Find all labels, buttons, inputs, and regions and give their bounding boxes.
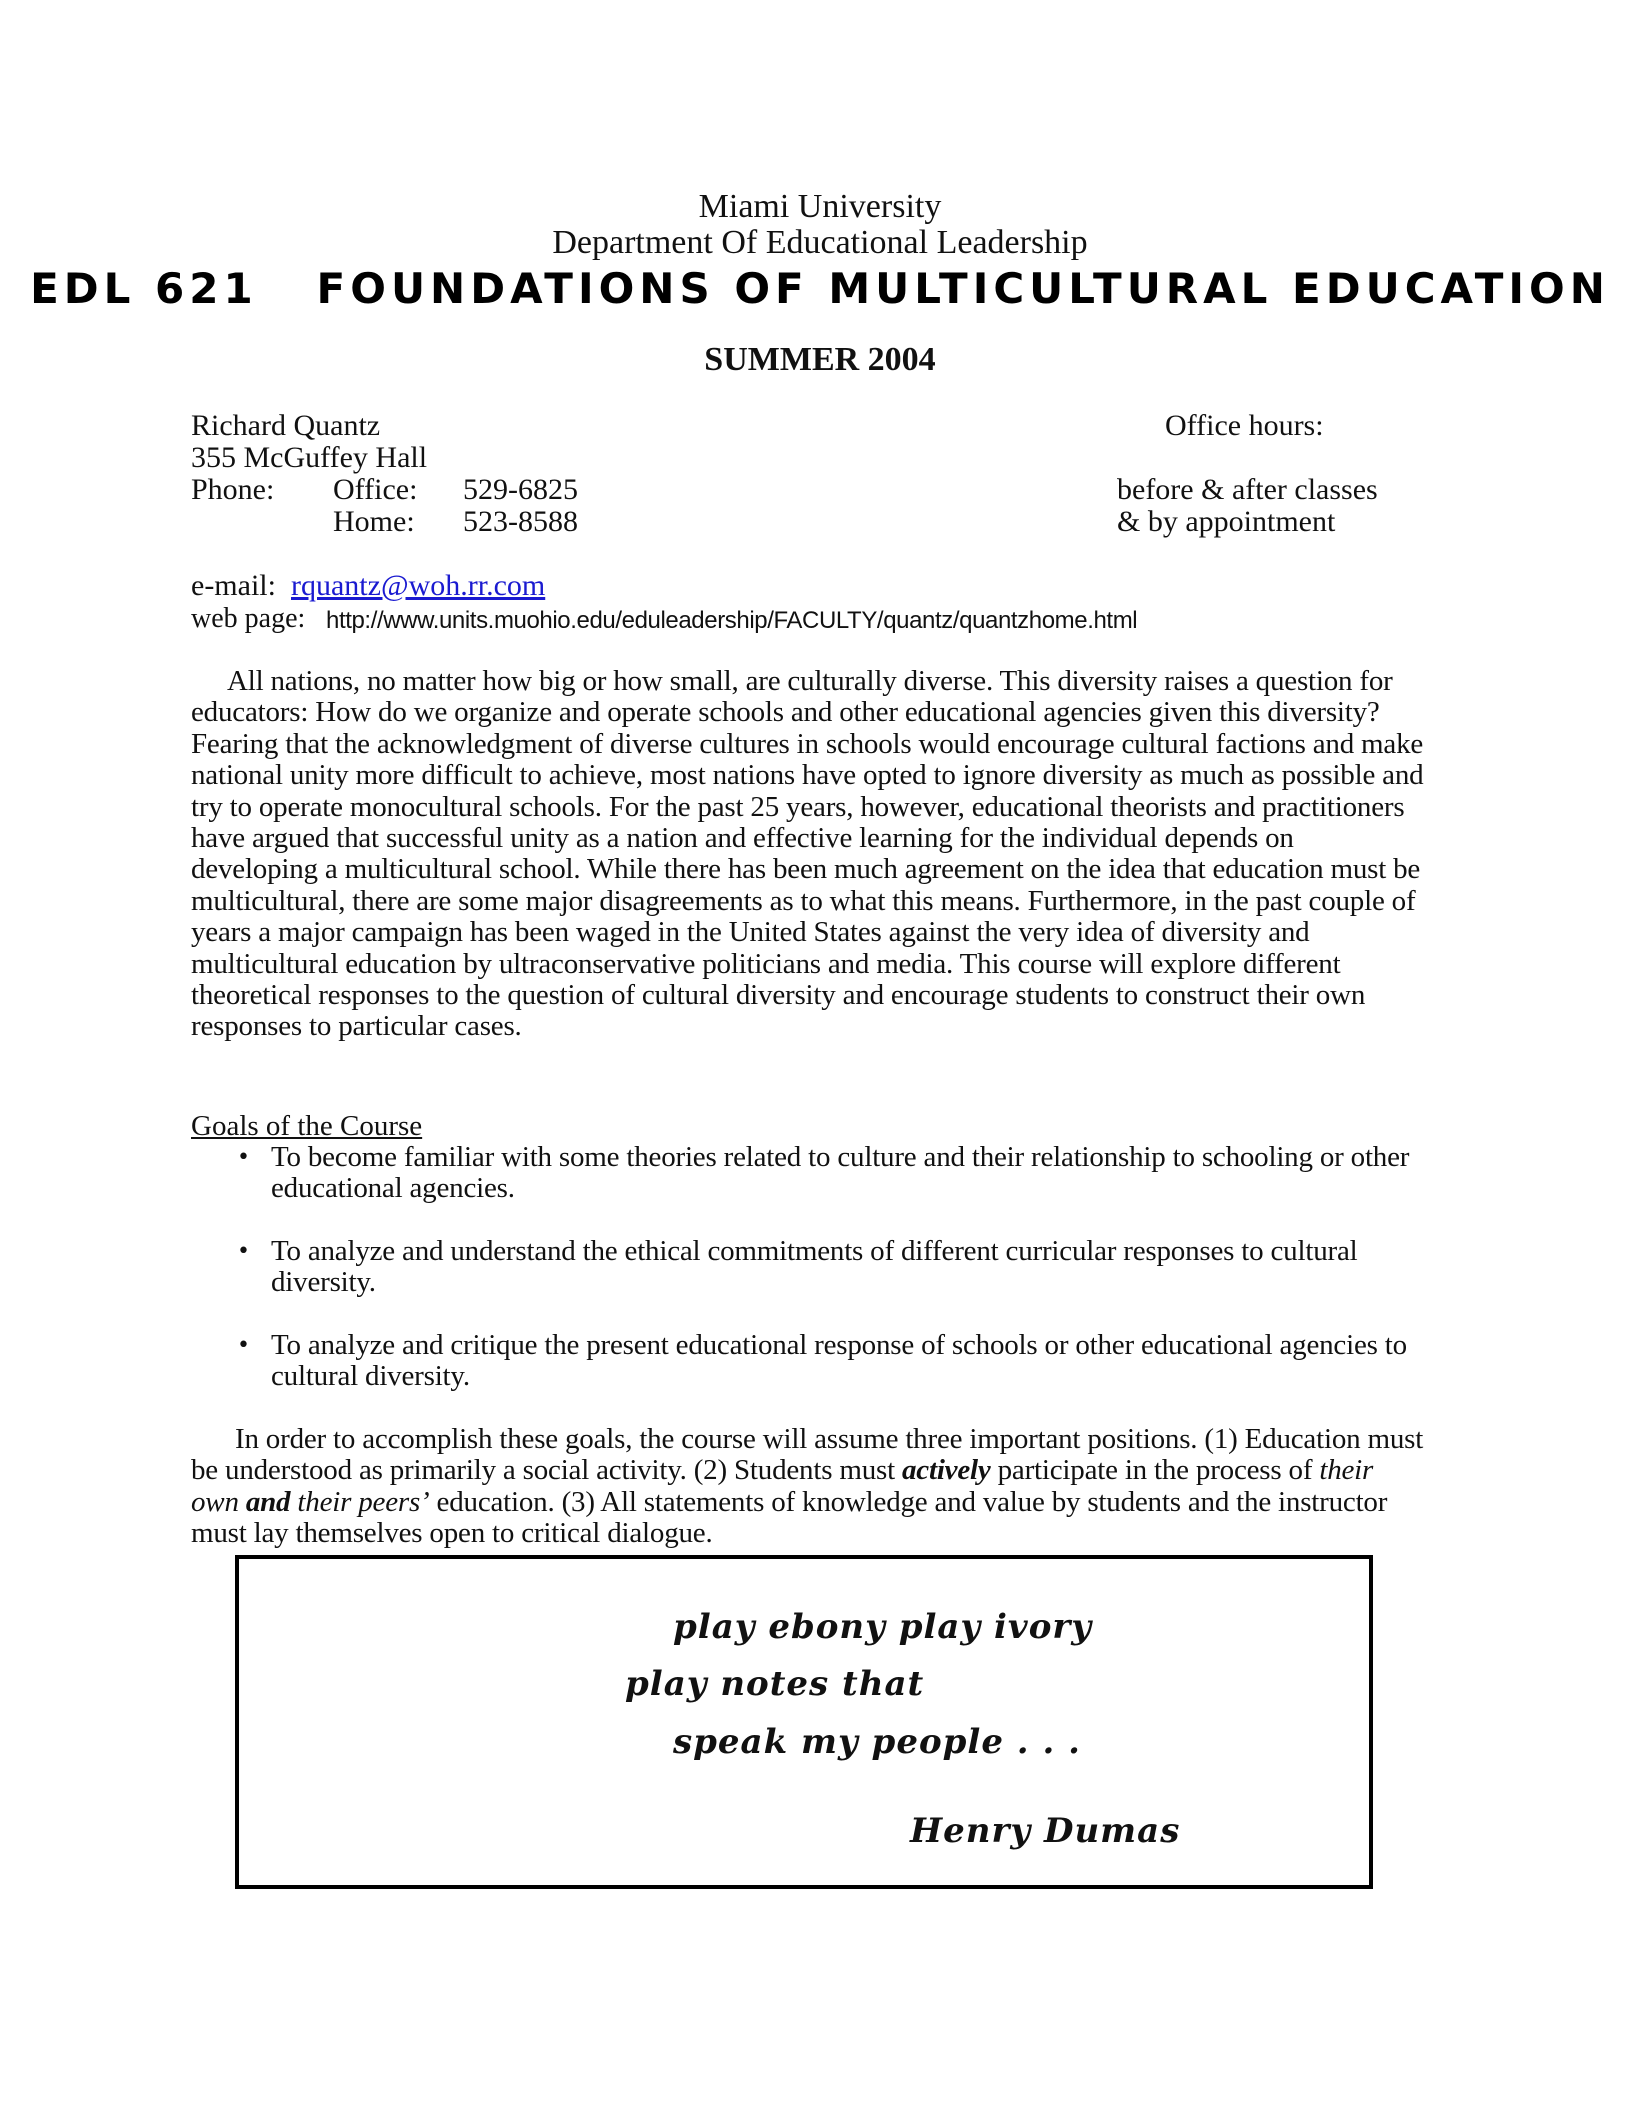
department-name: Department Of Educational Leadership: [552, 224, 1088, 261]
bullet-icon: •: [237, 1239, 250, 1264]
goals-heading: Goals of the Course: [191, 1110, 423, 1142]
office-hours-line-2: & by appointment: [1117, 505, 1336, 538]
office-hours-line-1: before & after classes: [1117, 473, 1378, 506]
bullet-icon: •: [237, 1145, 250, 1170]
positions-text-1: In order to accomplish these goals, the course will assume three important positions. (1) Education must be understood as primarily a social activity. (2) Students must: [191, 1423, 1424, 1487]
bullet-icon: •: [237, 1333, 250, 1358]
quote-line-3: speak my people . . .: [673, 1722, 1081, 1762]
office-phone-number: 529-6825: [463, 473, 578, 506]
term-heading: SUMMER 2004: [704, 341, 936, 378]
course-positions: [191, 1424, 1426, 1550]
office-address: 355 McGuffey Hall: [191, 441, 428, 474]
goal-item: [237, 1236, 1437, 1299]
emphasis-their-own: their own: [191, 1454, 1374, 1518]
emphasis-their-peers: their peers’: [297, 1485, 430, 1518]
course-description: All nations, no matter how big or how small, are culturally diverse. This diversity raises a question for educators: How do we organize and operate schools and other educational agencies given this diversity? Fearing that the acknowledgment of diverse cultures in schools would encourage cultural factions and make national unity more difficult to achieve, most nations have opted to ignore diversity as much as possible and try to operate monocultural schools. For the past 25 years, however, educational theorists and practitioners have argued that successful unity as a nation and effective learning for the individual depends on developing a multicultural school. While there has been much agreement on the idea that education must be multicultural, there are some major disagreements as to what this means. Furthermore, in the past couple of years a major campaign has been waged in the United States against the very idea of diversity and multicultural education by ultraconservative politicians and media. This course will explore different theoretical responses to the question of cultural diversity and encourage students to construct their own responses to particular cases.: [191, 665, 1424, 1043]
goal-item: [237, 1142, 1437, 1205]
phone-label: Phone:: [191, 473, 275, 506]
web-page-label: web page:: [191, 603, 306, 634]
positions-text-3: education. (3) All statements of knowledge and value by students and the instructor must lay themselves open to critical dialogue.: [191, 1485, 1388, 1550]
emphasis-and: and: [245, 1485, 291, 1518]
quote-line-1: play ebony play ivory: [673, 1607, 1093, 1647]
goal-text: To become familiar with some theories related to culture and their relationship to schooling or other educational agencies.: [271, 1141, 1410, 1205]
office-phone-label: Office:: [333, 473, 418, 506]
web-page-url[interactable]: http://www.units.muohio.edu/eduleadership/FACULTY/quantz/quantzhome.html: [326, 607, 1138, 634]
email-link[interactable]: rquantz@woh.rr.com: [291, 569, 546, 602]
home-phone-number: 523-8588: [463, 505, 578, 538]
email-label: e-mail:: [191, 569, 276, 602]
goal-item: [237, 1330, 1437, 1393]
course-title: EDL 621 FOUNDATIONS OF MULTICULTURAL EDUCATION: [30, 264, 1610, 313]
home-phone-label: Home:: [333, 505, 415, 538]
emphasis-actively: actively: [901, 1454, 991, 1487]
quote-line-2: play notes that: [625, 1664, 925, 1704]
quote-author: Henry Dumas: [910, 1811, 1181, 1851]
university-name: Miami University: [698, 188, 942, 225]
goal-text: To analyze and critique the present educational response of schools or other educational agencies to cultural diversity.: [271, 1329, 1407, 1393]
instructor-name: Richard Quantz: [191, 409, 381, 442]
positions-text-2: participate in the process of: [990, 1454, 1320, 1487]
office-hours-label: Office hours:: [1165, 409, 1324, 442]
goal-text: To analyze and understand the ethical commitments of different curricular responses to cultural diversity.: [271, 1235, 1358, 1299]
